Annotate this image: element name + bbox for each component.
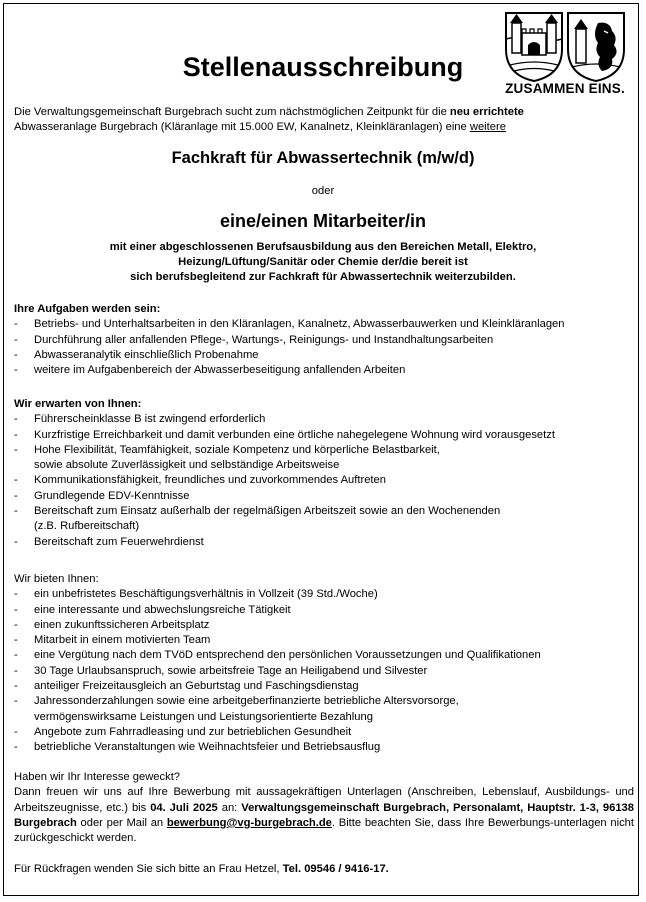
intro-text: Die Verwaltungsgemeinschaft Burgebrach sucht zum nächstmöglichen Zeitpunkt für die bbox=[14, 106, 450, 118]
section-heading: Ihre Aufgaben werden sein: bbox=[14, 303, 161, 315]
section-erwarten bbox=[14, 397, 634, 550]
list-item: - Kurzfristige Erreichbarkeit und damit verbunden eine örtliche nahegelegene Wohnung wird vorausgesetzt bbox=[14, 428, 634, 443]
list-item: - 30 Tage Urlaubsanspruch, sowie arbeitsfreie Tage an Heiligabend und Silvester bbox=[14, 664, 634, 679]
list-item-text: Bereitschaft zum Einsatz außerhalb der regelmäßigen Arbeitszeit sowie an den Wochenenden bbox=[34, 505, 501, 518]
closing-question: Haben wir Ihr Interesse geweckt? bbox=[14, 771, 181, 783]
closing-text: oder per Mail an bbox=[76, 816, 167, 829]
job-title-secondary: eine/einen Mitarbeiter/in bbox=[219, 211, 427, 231]
contact-phone: Tel. 09546 / 9416-17. bbox=[282, 863, 389, 876]
intro-underlined: weitere bbox=[469, 121, 506, 133]
list-item: - eine interessante und abwechslungsreiche Tätigkeit bbox=[14, 603, 634, 618]
section-bieten bbox=[14, 572, 634, 756]
requirement-line: Heizung/Lüftung/Sanitär oder Chemie der/die bereit ist bbox=[178, 256, 468, 268]
closing-text: Dann freuen wir uns auf Ihre Bewerbung mit aussagekräftigen Unterlagen (Anschreiben, Lebenslauf, Ausbildungs- und Arbeitszeugnisse, etc.) bis bbox=[14, 786, 634, 814]
or-separator: oder bbox=[311, 185, 335, 197]
list-item-continuation: (z.B. Rufbereitschaft) bbox=[34, 520, 140, 533]
list-item: - Durchführung aller anfallenden Pflege-, Wartungs-, Reinigungs- und Instandhaltungsarbeiten bbox=[14, 333, 634, 348]
list-item-text: Jahressonderzahlungen sowie eine arbeitgeberfinanzierte betriebliche Altersvorsorge, bbox=[34, 695, 459, 708]
list-item bbox=[14, 504, 634, 535]
list-item bbox=[14, 443, 634, 474]
intro-text-2: Abwasseranlage Burgebrach (Kläranlage mit 15.000 EW, Kanalnetz, Kleinkläranlagen) eine bbox=[14, 121, 470, 133]
section-heading: Wir erwarten von Ihnen: bbox=[14, 398, 142, 410]
list-item: - betriebliche Veranstaltungen wie Weihnachtsfeier und Betriebsausflug bbox=[14, 740, 634, 755]
list-item: - Angebote zum Fahrradleasing und zur betrieblichen Gesundheit bbox=[14, 725, 634, 740]
application-deadline: 04. Juli 2025 bbox=[150, 801, 218, 814]
requirement-line: sich berufsbegleitend zur Fachkraft für Abwassertechnik weiterzubilden. bbox=[130, 271, 516, 283]
logo-slogan: ZUSAMMEN EINS. bbox=[505, 81, 625, 96]
list-item: - Kommunikationsfähigkeit, freundliches und zuvorkommendes Auftreten bbox=[14, 473, 634, 488]
page-title: Stellenausschreibung bbox=[182, 52, 464, 82]
section-heading: Wir bieten Ihnen: bbox=[14, 573, 99, 585]
list-item: - ein unbefristetes Beschäftigungsverhältnis in Vollzeit (39 Std./Woche) bbox=[14, 587, 634, 602]
list-item: - anteiliger Freizeitausgleich an Geburtstag und Faschingsdienstag bbox=[14, 679, 634, 694]
requirement-line: mit einer abgeschlossenen Berufsausbildung aus den Bereichen Metall, Elektro, bbox=[109, 241, 537, 253]
list-item: - Bereitschaft zum Feuerwehrdienst bbox=[14, 535, 634, 550]
application-instructions bbox=[14, 785, 634, 846]
contact-text: Für Rückfragen wenden Sie sich bitte an Frau Hetzel, bbox=[14, 863, 283, 876]
closing-text: an: bbox=[217, 801, 242, 814]
list-item: - Abwasseranalytik einschließlich Probenahme bbox=[14, 348, 634, 363]
list-item-continuation: vermögenswirksame Leistungen und Leistungsorientierte Bezahlung bbox=[34, 710, 373, 723]
list-item: - Betriebs- und Unterhaltsarbeiten in den Kläranlagen, Kanalnetz, Abwasserbauwerken und Kleinkläranlagen bbox=[14, 317, 634, 332]
list-item: - eine Vergütung nach dem TVöD entsprechend den persönlichen Voraussetzungen und Qualifikationen bbox=[14, 648, 634, 663]
section-aufgaben bbox=[14, 302, 634, 378]
job-title-primary: Fachkraft für Abwassertechnik (m/w/d) bbox=[171, 149, 475, 167]
closing-text: . Bitte beachten Sie, dass Ihre Bewerbungs-unterlagen nicht zurückgeschickt werden. bbox=[14, 816, 634, 845]
list-item: - Grundlegende EDV-Kenntnisse bbox=[14, 489, 634, 504]
intro-bold: neu errichtete bbox=[449, 106, 524, 118]
application-email-link[interactable]: bewerbung@vg-burgebrach.de bbox=[166, 816, 332, 829]
application-address: Verwaltungsgemeinschaft Burgebrach, Personalamt, Hauptstr. 1-3, 96138 Burgebrach bbox=[14, 801, 634, 829]
requirement-block bbox=[0, 240, 646, 285]
list-item: - einen zukunftssicheren Arbeitsplatz bbox=[14, 618, 634, 633]
list-item-continuation: sowie absolute Zuverlässigkeit und selbständige Arbeitsweise bbox=[34, 459, 340, 472]
list-item bbox=[14, 694, 634, 725]
intro-paragraph bbox=[14, 105, 634, 135]
list-item: - Führerscheinklasse B ist zwingend erforderlich bbox=[14, 412, 634, 427]
contact-line bbox=[14, 862, 634, 877]
list-item-text: Hohe Flexibilität, Teamfähigkeit, soziale Kompetenz und körperliche Belastbarkeit, bbox=[34, 443, 440, 456]
list-item: - Mitarbeit in einem motivierten Team bbox=[14, 633, 634, 648]
closing-section bbox=[14, 770, 634, 878]
list-item: - weitere im Aufgabenbereich der Abwasserbeseitigung anfallenden Arbeiten bbox=[14, 363, 634, 378]
